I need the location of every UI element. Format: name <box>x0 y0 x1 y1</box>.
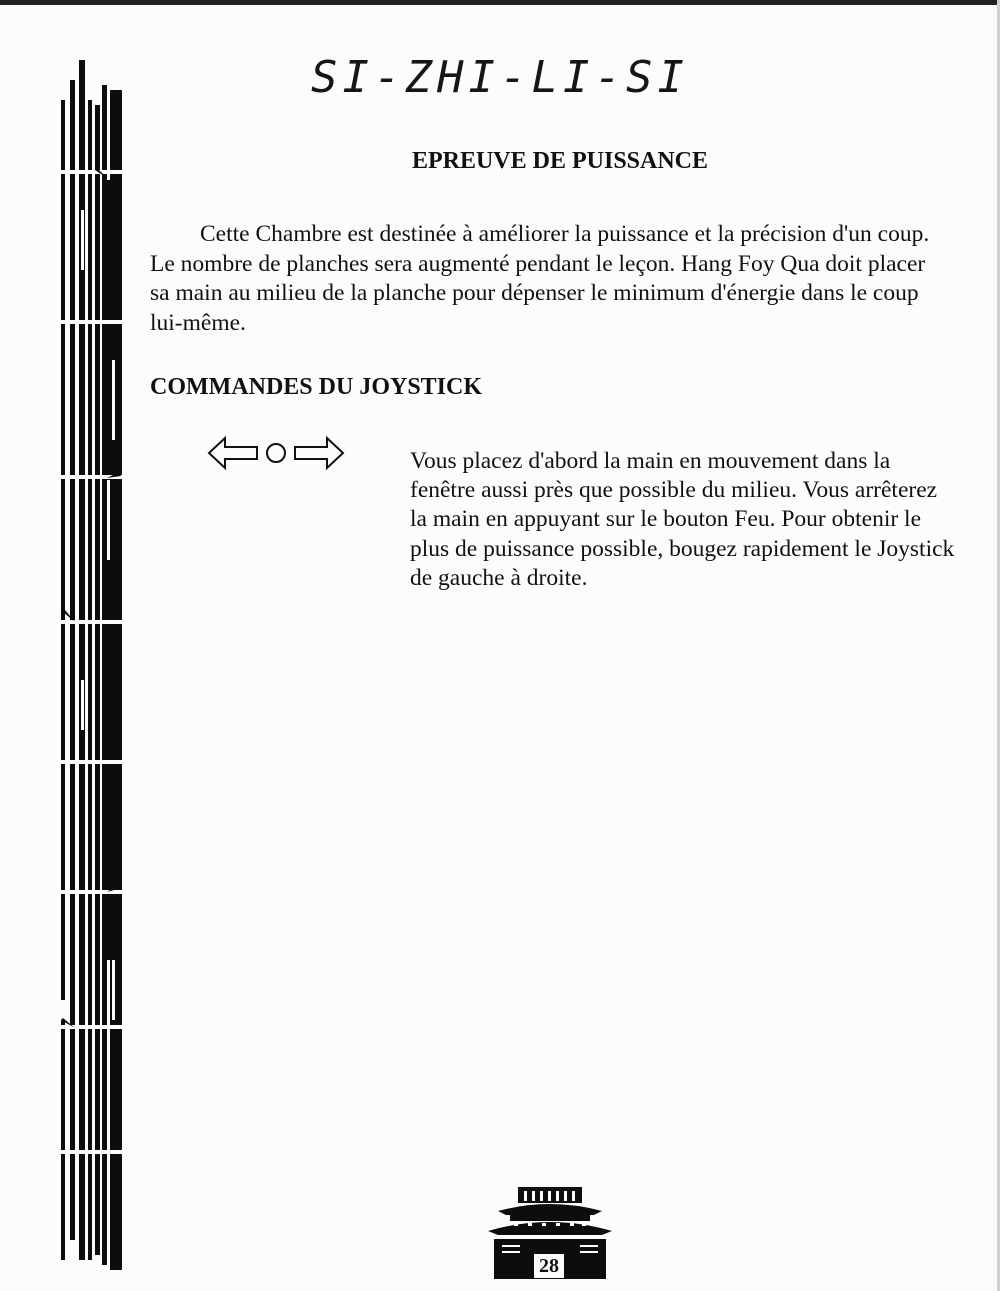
controls-description: Vous placez d'abord la main en mouvement dans la fenêtre aussi près que possible du milieu. Vous arrêterez la main en appuyant sur le bouton Feu. Pour obtenir le plus de puissance possible, bougez rapidement le Joystick de gauche à droite. <box>410 448 955 591</box>
intro-paragraph: Cette Chambre est destinée à améliorer la puissance et la précision d'un coup. Le nombre de planches sera augmenté pendant le leçon. Hang Foy Qua doit placer sa main au milieu de la planche pour dépenser le minimum d'énergie dans le coup lui-même. <box>150 221 930 336</box>
page-number: 28 <box>534 1254 564 1278</box>
joystick-left-right-icon <box>205 433 347 473</box>
page-title: SI-ZHI-LI-SI <box>311 52 689 103</box>
top-rule <box>0 0 1000 5</box>
section-subtitle: EPREUVE DE PUISSANCE <box>411 148 709 174</box>
bamboo-decoration <box>55 60 130 1275</box>
controls-heading: COMMANDES DU JOYSTICK <box>150 374 483 400</box>
